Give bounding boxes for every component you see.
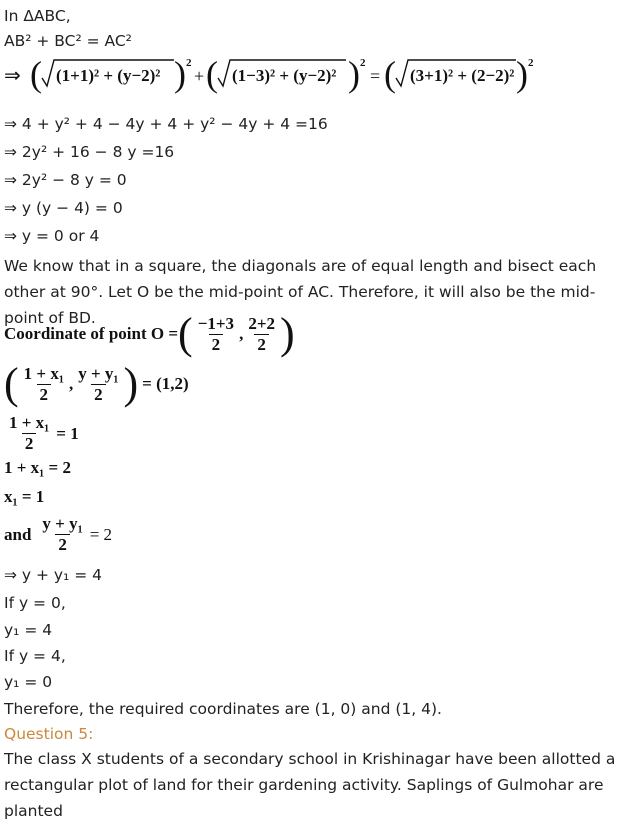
y1-equals-0: y₁ = 0 (4, 673, 53, 691)
eq-d-num: y + y₁ (42, 514, 83, 533)
paren-open: ( (4, 359, 19, 408)
exp-2-2: 2 (360, 57, 366, 69)
coord-den-1: 2 (209, 334, 224, 355)
eq-a-frac (6, 413, 52, 454)
mid-frac-1 (21, 364, 67, 405)
paren-open: ( (178, 309, 193, 358)
eq-a (4, 413, 79, 454)
big-equation (4, 52, 636, 98)
coord-den-2: 2 (254, 334, 269, 355)
paren-open-2: ( (206, 54, 218, 94)
comma: , (239, 324, 244, 343)
eq-d-den: 2 (55, 534, 70, 555)
eq-d-rhs: = 2 (89, 524, 113, 544)
exp-2-3: 2 (528, 57, 534, 69)
equals-big: = (370, 66, 381, 86)
if-y-4: If y = 4, (4, 647, 66, 665)
implies-arrow: ⇒ (4, 63, 21, 87)
text-pythagoras: AB² + BC² = AC² (4, 32, 132, 50)
comma: , (68, 374, 74, 393)
coord-frac-2 (245, 314, 278, 355)
coord-frac-1 (195, 314, 237, 355)
mid-rhs: = (1,2) (142, 374, 189, 393)
eq-c: x₁ = 1 (4, 487, 45, 506)
question-title: Question 5: (4, 725, 94, 743)
if-y-0: If y = 0, (4, 594, 66, 612)
mid-frac-2 (75, 364, 121, 405)
question-text: The class X students of a secondary school in Krishinagar have been allotted a rectangular plot of land for their gardening activity. Saplings of Gulmohar are planted (4, 750, 616, 820)
step-3: ⇒ 2y² − 8 y = 0 (4, 171, 127, 189)
step-4: ⇒ y (y − 4) = 0 (4, 199, 123, 217)
eq-a-den: 2 (22, 433, 37, 454)
paragraph-diagonals: We know that in a square, the diagonals are of equal length and bisect each other at 90°. Let O be the mid-point of AC. Therefore, it will also be the mid-point of BD. (4, 257, 597, 327)
y-sum: ⇒ y + y₁ = 4 (4, 566, 103, 584)
mid-den-2: 2 (91, 384, 106, 405)
big-equation-graphic (4, 52, 636, 98)
eq-d-frac (39, 514, 85, 555)
paren-close-2: ) (348, 54, 360, 94)
coord-num-2: 2+2 (248, 313, 275, 333)
eq-b: 1 + x₁ = 2 (4, 458, 71, 477)
step-5: ⇒ y = 0 or 4 (4, 227, 100, 245)
mid-den-1: 2 (37, 384, 52, 405)
sqrt-term-2: (1−3)² + (y−2)² (232, 66, 337, 85)
coord-o-label: Coordinate of point O = (4, 324, 179, 343)
step-2: ⇒ 2y² + 16 − 8 y =16 (4, 143, 175, 161)
midpoint-equation (4, 359, 189, 408)
coord-num-1: −1+3 (197, 313, 235, 333)
paren-open-1: ( (30, 54, 42, 94)
eq-d (4, 514, 112, 555)
eq-a-num: 1 + x₁ (9, 413, 50, 432)
plus-1: + (194, 66, 205, 86)
and-label: and (4, 524, 32, 544)
text-in-abc: In ΔABC, (4, 7, 71, 25)
paren-close: ) (280, 309, 295, 358)
paren-close-3: ) (516, 54, 528, 94)
step-1: ⇒ 4 + y² + 4 − 4y + 4 + y² − 4y + 4 =16 (4, 115, 328, 133)
mid-num-2: y + y₁ (78, 363, 119, 383)
paren-close: ) (123, 359, 139, 408)
conclusion: Therefore, the required coordinates are (1, 0) and (1, 4). (4, 700, 442, 718)
sqrt-term-3: (3+1)² + (2−2)² (410, 66, 515, 85)
paren-open-3: ( (384, 54, 396, 94)
mid-num-1: 1 + x₁ (23, 363, 64, 383)
coord-o-equation (4, 309, 295, 358)
sqrt-term-1: (1+1)² + (y−2)² (56, 66, 161, 85)
exp-2-1: 2 (186, 57, 192, 69)
paren-close-1: ) (174, 54, 186, 94)
y1-equals-4: y₁ = 4 (4, 621, 53, 639)
eq-a-rhs: = 1 (56, 423, 79, 443)
